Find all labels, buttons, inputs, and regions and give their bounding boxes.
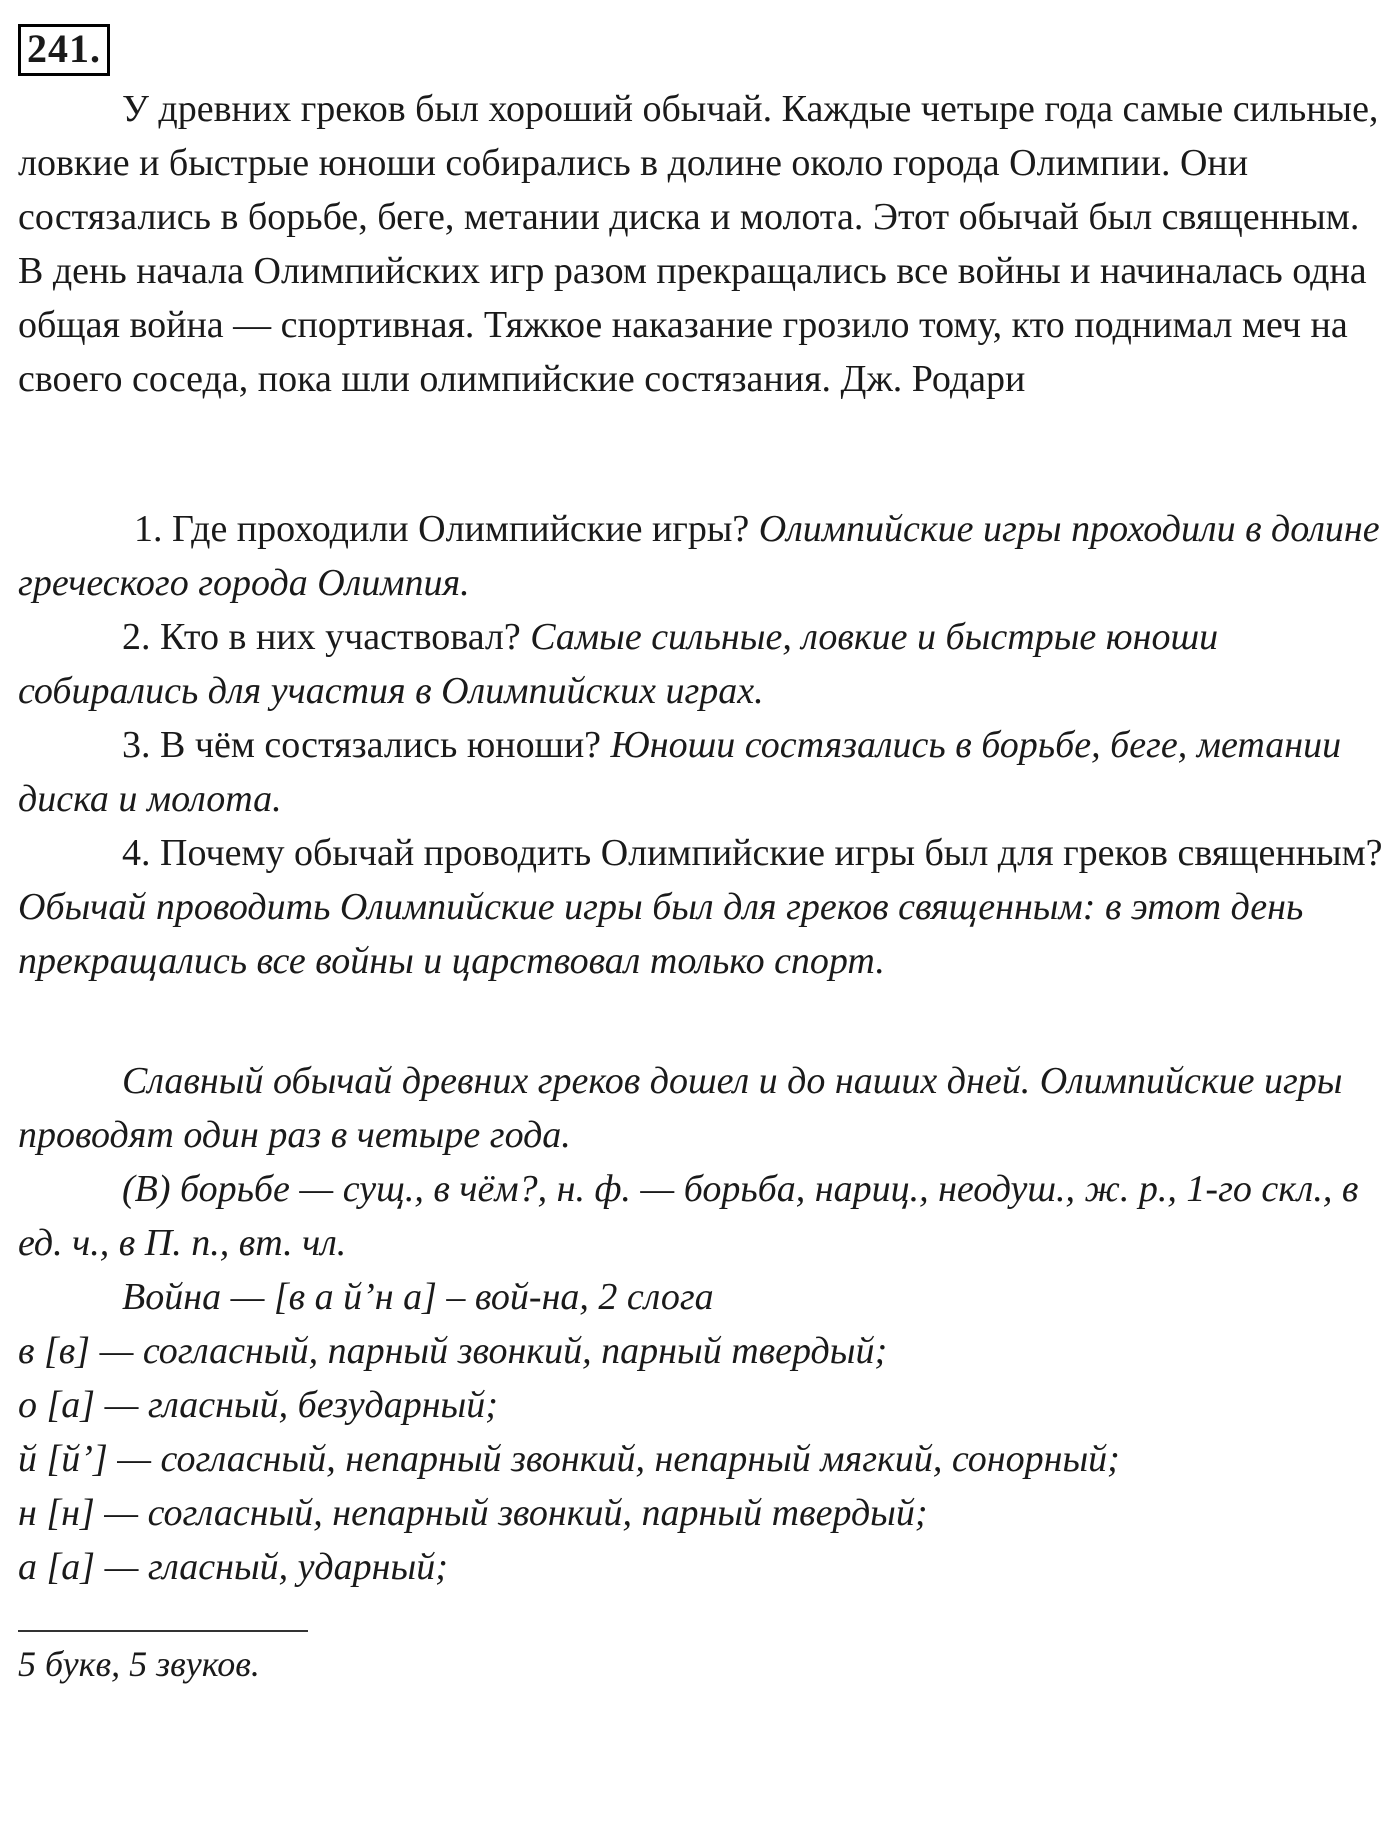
- qa-item-1: [18, 502, 1388, 610]
- phonetic-line: н [н] — согласный, непарный звонкий, парный твердый;: [18, 1492, 928, 1534]
- question-text: 1. Где проходили Олимпийские игры?: [134, 508, 750, 550]
- answer-text: Обычай проводить Олимпийские игры был для греков священным: в этот день прекращались все войны и царствовал только спорт.: [18, 886, 1304, 982]
- phonetic-line: а [а] — гласный, ударный;: [18, 1546, 448, 1588]
- phonetic-line: й [й’] — согласный, непарный звонкий, непарный мягкий, сонорный;: [18, 1438, 1120, 1480]
- qa-item-2: [18, 610, 1388, 718]
- main-paragraph: У древних греков был хороший обычай. Каждые четыре года самые сильные, ловкие и быстрые юноши собирались в долине около города Олимпии. Они состязались в борьбе, беге, метании диска и молота. Этот обычай был священным. В день начала Олимпийских игр разом прекращались все войны и начиналась одна общая война — спортивная. Тяжкое наказание грозило тому, кто поднимал меч на своего соседа, пока шли олимпийские состязания. Дж. Родари: [18, 88, 1379, 400]
- answer-text: Самые сильные, ловкие и быстрые юноши собирались для участия в Олимпийских играх.: [18, 616, 1219, 712]
- phonetic-header: Война — [в а й’н а] – вой-на, 2 слога: [122, 1276, 714, 1318]
- phonetic-line: о [а] — гласный, безударный;: [18, 1384, 498, 1426]
- qa-item-3: [18, 718, 1388, 826]
- qa-item-4: [18, 826, 1388, 988]
- answer-text: Олимпийские игры проходили в долине греческого города Олимпия.: [18, 508, 1380, 604]
- question-text: 4. Почему обычай проводить Олимпийские игры был для греков священным?: [122, 832, 1383, 874]
- spacer: [18, 988, 1388, 1054]
- spacer: [18, 406, 1388, 502]
- question-text: 2. Кто в них участвовал?: [122, 616, 521, 658]
- morph-analysis: (В) борьбе — сущ., в чём?, н. ф. — борьба, нариц., неодуш., ж. р., 1-го скл., в ед. ч., в П. п., вт. чл.: [18, 1168, 1359, 1264]
- answer-text: Юноши состязались в борьбе, беге, метании диска и молота.: [18, 724, 1342, 820]
- footnote-divider: [18, 1630, 308, 1632]
- conclusion-paragraph: Славный обычай древних греков дошел и до наших дней. Олимпийские игры проводят один раз в четыре года.: [18, 1060, 1343, 1156]
- phonetic-summary: 5 букв, 5 звуков.: [18, 1644, 260, 1684]
- question-text: 3. В чём состязались юноши?: [122, 724, 602, 766]
- document-page: [18, 24, 1388, 1688]
- exercise-number: 241.: [18, 24, 110, 76]
- phonetic-line: в [в] — согласный, парный звонкий, парный твердый;: [18, 1330, 888, 1372]
